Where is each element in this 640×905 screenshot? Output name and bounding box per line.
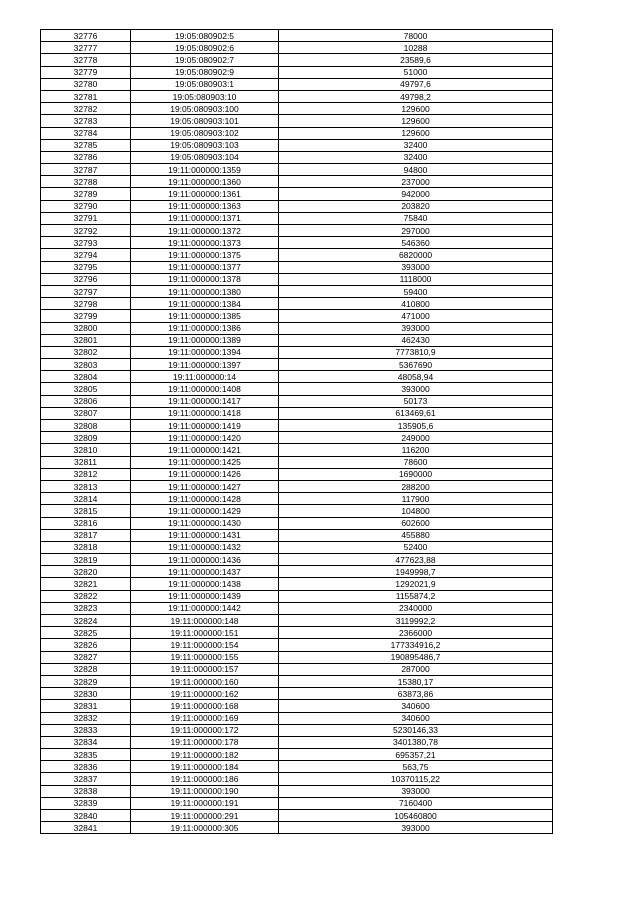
- table-row: [41, 541, 553, 553]
- row-number-cell: 32804: [41, 371, 131, 383]
- value-cell: 59400: [279, 285, 553, 297]
- row-number-cell: 32781: [41, 90, 131, 102]
- cadastral-number-cell: 19:11:000000:157: [131, 663, 279, 675]
- table-row: [41, 468, 553, 480]
- table-row: [41, 237, 553, 249]
- value-cell: 5367690: [279, 359, 553, 371]
- table-row: [41, 225, 553, 237]
- value-cell: 613469,61: [279, 407, 553, 419]
- row-number-cell: 32793: [41, 237, 131, 249]
- cadastral-number-cell: 19:11:000000:151: [131, 627, 279, 639]
- cadastral-number-cell: 19:11:000000:1397: [131, 359, 279, 371]
- row-number-cell: 32808: [41, 420, 131, 432]
- table-row: [41, 30, 553, 42]
- cadastral-number-cell: 19:11:000000:1437: [131, 566, 279, 578]
- row-number-cell: 32832: [41, 712, 131, 724]
- cadastral-number-cell: 19:11:000000:291: [131, 810, 279, 822]
- row-number-cell: 32828: [41, 663, 131, 675]
- table-row: [41, 90, 553, 102]
- table-row: [41, 529, 553, 541]
- table-row: [41, 212, 553, 224]
- value-cell: 477623,88: [279, 554, 553, 566]
- row-number-cell: 32835: [41, 749, 131, 761]
- row-number-cell: 32797: [41, 285, 131, 297]
- row-number-cell: 32790: [41, 200, 131, 212]
- table-row: [41, 444, 553, 456]
- table-row: [41, 273, 553, 285]
- row-number-cell: 32800: [41, 322, 131, 334]
- row-number-cell: 32818: [41, 541, 131, 553]
- table-row: [41, 602, 553, 614]
- row-number-cell: 32798: [41, 298, 131, 310]
- value-cell: 237000: [279, 176, 553, 188]
- value-cell: 78000: [279, 30, 553, 42]
- cadastral-number-cell: 19:11:000000:1431: [131, 529, 279, 541]
- value-cell: 1292021,9: [279, 578, 553, 590]
- row-number-cell: 32821: [41, 578, 131, 590]
- value-cell: 455880: [279, 529, 553, 541]
- table-row: [41, 310, 553, 322]
- value-cell: 7160400: [279, 797, 553, 809]
- value-cell: 1118000: [279, 273, 553, 285]
- value-cell: 393000: [279, 322, 553, 334]
- row-number-cell: 32786: [41, 151, 131, 163]
- value-cell: 249000: [279, 432, 553, 444]
- row-number-cell: 32833: [41, 724, 131, 736]
- row-number-cell: 32806: [41, 395, 131, 407]
- cadastral-number-cell: 19:05:080902:5: [131, 30, 279, 42]
- value-cell: 190895486,7: [279, 651, 553, 663]
- cadastral-number-cell: 19:11:000000:1421: [131, 444, 279, 456]
- cadastral-number-cell: 19:11:000000:1432: [131, 541, 279, 553]
- cadastral-number-cell: 19:05:080903:1: [131, 78, 279, 90]
- cadastral-number-cell: 19:05:080903:102: [131, 127, 279, 139]
- row-number-cell: 32783: [41, 115, 131, 127]
- value-cell: 287000: [279, 663, 553, 675]
- value-cell: 288200: [279, 480, 553, 492]
- row-number-cell: 32794: [41, 249, 131, 261]
- cadastral-number-cell: 19:11:000000:162: [131, 688, 279, 700]
- table-row: [41, 54, 553, 66]
- table-row: [41, 688, 553, 700]
- value-cell: 51000: [279, 66, 553, 78]
- cadastral-number-cell: 19:11:000000:1429: [131, 505, 279, 517]
- cadastral-number-cell: 19:11:000000:1359: [131, 164, 279, 176]
- cadastral-number-cell: 19:11:000000:1363: [131, 200, 279, 212]
- table-row: [41, 322, 553, 334]
- value-cell: 5230146,33: [279, 724, 553, 736]
- row-number-cell: 32779: [41, 66, 131, 78]
- row-number-cell: 32799: [41, 310, 131, 322]
- value-cell: 10288: [279, 42, 553, 54]
- row-number-cell: 32837: [41, 773, 131, 785]
- row-number-cell: 32831: [41, 700, 131, 712]
- cadastral-number-cell: 19:11:000000:148: [131, 615, 279, 627]
- table-row: [41, 42, 553, 54]
- table-row: [41, 675, 553, 687]
- row-number-cell: 32791: [41, 212, 131, 224]
- cadastral-number-cell: 19:11:000000:1420: [131, 432, 279, 444]
- value-cell: 105460800: [279, 810, 553, 822]
- row-number-cell: 32796: [41, 273, 131, 285]
- table-row: [41, 663, 553, 675]
- table-row: [41, 139, 553, 151]
- value-cell: 78600: [279, 456, 553, 468]
- table-row: [41, 773, 553, 785]
- cadastral-number-cell: 19:11:000000:160: [131, 675, 279, 687]
- table-row: [41, 261, 553, 273]
- row-number-cell: 32836: [41, 761, 131, 773]
- row-number-cell: 32812: [41, 468, 131, 480]
- cadastral-number-cell: 19:11:000000:182: [131, 749, 279, 761]
- row-number-cell: 32826: [41, 639, 131, 651]
- cadastral-number-cell: 19:11:000000:1373: [131, 237, 279, 249]
- table-row: [41, 176, 553, 188]
- table-row: [41, 736, 553, 748]
- value-cell: 3401380,78: [279, 736, 553, 748]
- table-row: [41, 554, 553, 566]
- row-number-cell: 32824: [41, 615, 131, 627]
- value-cell: 340600: [279, 700, 553, 712]
- table-row: [41, 651, 553, 663]
- value-cell: 177334916,2: [279, 639, 553, 651]
- cadastral-number-cell: 19:11:000000:1442: [131, 602, 279, 614]
- cadastral-number-cell: 19:11:000000:168: [131, 700, 279, 712]
- cadastral-number-cell: 19:11:000000:1377: [131, 261, 279, 273]
- table-row: [41, 480, 553, 492]
- table-row: [41, 298, 553, 310]
- cadastral-number-cell: 19:11:000000:1417: [131, 395, 279, 407]
- cadastral-number-cell: 19:11:000000:1380: [131, 285, 279, 297]
- row-number-cell: 32819: [41, 554, 131, 566]
- row-number-cell: 32813: [41, 480, 131, 492]
- row-number-cell: 32825: [41, 627, 131, 639]
- value-cell: 546360: [279, 237, 553, 249]
- value-cell: 942000: [279, 188, 553, 200]
- cadastral-number-cell: 19:11:000000:186: [131, 773, 279, 785]
- cadastral-number-cell: 19:11:000000:1378: [131, 273, 279, 285]
- row-number-cell: 32822: [41, 590, 131, 602]
- table-body: [41, 30, 553, 834]
- cadastral-number-cell: 19:05:080903:104: [131, 151, 279, 163]
- row-number-cell: 32785: [41, 139, 131, 151]
- value-cell: 1949998,7: [279, 566, 553, 578]
- value-cell: 393000: [279, 822, 553, 834]
- row-number-cell: 32782: [41, 103, 131, 115]
- cadastral-number-cell: 19:05:080903:103: [131, 139, 279, 151]
- value-cell: 410800: [279, 298, 553, 310]
- table-row: [41, 712, 553, 724]
- value-cell: 116200: [279, 444, 553, 456]
- cadastral-number-cell: 19:11:000000:169: [131, 712, 279, 724]
- row-number-cell: 32780: [41, 78, 131, 90]
- row-number-cell: 32809: [41, 432, 131, 444]
- table-row: [41, 200, 553, 212]
- table-row: [41, 371, 553, 383]
- cadastral-number-cell: 19:11:000000:14: [131, 371, 279, 383]
- row-number-cell: 32810: [41, 444, 131, 456]
- table-row: [41, 505, 553, 517]
- cadastral-number-cell: 19:11:000000:1439: [131, 590, 279, 602]
- cadastral-number-cell: 19:11:000000:1372: [131, 225, 279, 237]
- cadastral-number-cell: 19:11:000000:1375: [131, 249, 279, 261]
- row-number-cell: 32792: [41, 225, 131, 237]
- table-row: [41, 346, 553, 358]
- value-cell: 52400: [279, 541, 553, 553]
- cadastral-number-cell: 19:11:000000:1360: [131, 176, 279, 188]
- table-row: [41, 66, 553, 78]
- value-cell: 129600: [279, 127, 553, 139]
- cadastral-number-cell: 19:11:000000:178: [131, 736, 279, 748]
- cadastral-number-cell: 19:11:000000:154: [131, 639, 279, 651]
- value-cell: 3119992,2: [279, 615, 553, 627]
- value-cell: 393000: [279, 785, 553, 797]
- row-number-cell: 32840: [41, 810, 131, 822]
- row-number-cell: 32811: [41, 456, 131, 468]
- value-cell: 94800: [279, 164, 553, 176]
- value-cell: 63873,86: [279, 688, 553, 700]
- value-cell: 462430: [279, 334, 553, 346]
- table-row: [41, 761, 553, 773]
- row-number-cell: 32834: [41, 736, 131, 748]
- cadastral-number-cell: 19:05:080903:10: [131, 90, 279, 102]
- value-cell: 104800: [279, 505, 553, 517]
- cadastral-number-cell: 19:11:000000:305: [131, 822, 279, 834]
- row-number-cell: 32802: [41, 346, 131, 358]
- table-row: [41, 590, 553, 602]
- row-number-cell: 32801: [41, 334, 131, 346]
- row-number-cell: 32839: [41, 797, 131, 809]
- value-cell: 135905,6: [279, 420, 553, 432]
- table-row: [41, 822, 553, 834]
- value-cell: 32400: [279, 151, 553, 163]
- cadastral-number-cell: 19:05:080902:7: [131, 54, 279, 66]
- table-row: [41, 517, 553, 529]
- cadastral-number-cell: 19:11:000000:1436: [131, 554, 279, 566]
- cadastral-number-cell: 19:11:000000:1427: [131, 480, 279, 492]
- cadastral-number-cell: 19:11:000000:1394: [131, 346, 279, 358]
- table-row: [41, 627, 553, 639]
- row-number-cell: 32838: [41, 785, 131, 797]
- row-number-cell: 32814: [41, 493, 131, 505]
- value-cell: 203820: [279, 200, 553, 212]
- table-row: [41, 395, 553, 407]
- table-row: [41, 359, 553, 371]
- value-cell: 15380,17: [279, 675, 553, 687]
- table-row: [41, 456, 553, 468]
- value-cell: 49798,2: [279, 90, 553, 102]
- row-number-cell: 32820: [41, 566, 131, 578]
- cadastral-number-cell: 19:11:000000:172: [131, 724, 279, 736]
- table-row: [41, 420, 553, 432]
- cadastral-number-cell: 19:11:000000:190: [131, 785, 279, 797]
- value-cell: 6820000: [279, 249, 553, 261]
- cadastral-number-cell: 19:11:000000:1384: [131, 298, 279, 310]
- row-number-cell: 32829: [41, 675, 131, 687]
- table-row: [41, 432, 553, 444]
- value-cell: 129600: [279, 115, 553, 127]
- table-row: [41, 285, 553, 297]
- table-row: [41, 810, 553, 822]
- value-cell: 75840: [279, 212, 553, 224]
- table-row: [41, 407, 553, 419]
- cadastral-number-cell: 19:11:000000:1385: [131, 310, 279, 322]
- value-cell: 602600: [279, 517, 553, 529]
- table-row: [41, 78, 553, 90]
- row-number-cell: 32817: [41, 529, 131, 541]
- cadastral-number-cell: 19:11:000000:184: [131, 761, 279, 773]
- cadastral-number-cell: 19:11:000000:1428: [131, 493, 279, 505]
- value-cell: 7773810,9: [279, 346, 553, 358]
- cadastral-number-cell: 19:11:000000:1438: [131, 578, 279, 590]
- value-cell: 393000: [279, 383, 553, 395]
- row-number-cell: 32841: [41, 822, 131, 834]
- value-cell: 49797,6: [279, 78, 553, 90]
- row-number-cell: 32816: [41, 517, 131, 529]
- cadastral-number-cell: 19:05:080903:101: [131, 115, 279, 127]
- table-row: [41, 127, 553, 139]
- cadastral-number-cell: 19:11:000000:1418: [131, 407, 279, 419]
- cadastral-number-cell: 19:05:080903:100: [131, 103, 279, 115]
- value-cell: 23589,6: [279, 54, 553, 66]
- row-number-cell: 32805: [41, 383, 131, 395]
- table-row: [41, 615, 553, 627]
- table-row: [41, 164, 553, 176]
- value-cell: 393000: [279, 261, 553, 273]
- cadastral-number-cell: 19:05:080902:9: [131, 66, 279, 78]
- table-row: [41, 249, 553, 261]
- value-cell: 297000: [279, 225, 553, 237]
- value-cell: 340600: [279, 712, 553, 724]
- table-row: [41, 566, 553, 578]
- table-row: [41, 151, 553, 163]
- value-cell: 117900: [279, 493, 553, 505]
- table-row: [41, 383, 553, 395]
- table-row: [41, 334, 553, 346]
- row-number-cell: 32807: [41, 407, 131, 419]
- value-cell: 50173: [279, 395, 553, 407]
- value-cell: 563,75: [279, 761, 553, 773]
- value-cell: 695357,21: [279, 749, 553, 761]
- cadastral-number-cell: 19:11:000000:1361: [131, 188, 279, 200]
- cadastral-number-cell: 19:11:000000:1419: [131, 420, 279, 432]
- row-number-cell: 32778: [41, 54, 131, 66]
- row-number-cell: 32823: [41, 602, 131, 614]
- table-row: [41, 115, 553, 127]
- table-row: [41, 749, 553, 761]
- value-cell: 32400: [279, 139, 553, 151]
- cadastral-number-cell: 19:11:000000:1430: [131, 517, 279, 529]
- value-cell: 2340000: [279, 602, 553, 614]
- cadastral-number-cell: 19:11:000000:191: [131, 797, 279, 809]
- table-row: [41, 188, 553, 200]
- cadastral-number-cell: 19:05:080902:6: [131, 42, 279, 54]
- data-table: [40, 29, 553, 834]
- cadastral-number-cell: 19:11:000000:1408: [131, 383, 279, 395]
- value-cell: 471000: [279, 310, 553, 322]
- table-row: [41, 700, 553, 712]
- cadastral-number-cell: 19:11:000000:1389: [131, 334, 279, 346]
- row-number-cell: 32787: [41, 164, 131, 176]
- row-number-cell: 32815: [41, 505, 131, 517]
- value-cell: 1690000: [279, 468, 553, 480]
- table-row: [41, 724, 553, 736]
- table-row: [41, 785, 553, 797]
- table-row: [41, 103, 553, 115]
- value-cell: 1155874,2: [279, 590, 553, 602]
- value-cell: 129600: [279, 103, 553, 115]
- table-row: [41, 639, 553, 651]
- value-cell: 10370115,22: [279, 773, 553, 785]
- cadastral-number-cell: 19:11:000000:1425: [131, 456, 279, 468]
- value-cell: 2366000: [279, 627, 553, 639]
- cadastral-number-cell: 19:11:000000:1426: [131, 468, 279, 480]
- cadastral-number-cell: 19:11:000000:1386: [131, 322, 279, 334]
- table-row: [41, 578, 553, 590]
- row-number-cell: 32789: [41, 188, 131, 200]
- row-number-cell: 32784: [41, 127, 131, 139]
- row-number-cell: 32827: [41, 651, 131, 663]
- row-number-cell: 32776: [41, 30, 131, 42]
- cadastral-number-cell: 19:11:000000:155: [131, 651, 279, 663]
- row-number-cell: 32803: [41, 359, 131, 371]
- cadastral-number-cell: 19:11:000000:1371: [131, 212, 279, 224]
- row-number-cell: 32795: [41, 261, 131, 273]
- row-number-cell: 32788: [41, 176, 131, 188]
- value-cell: 48058,94: [279, 371, 553, 383]
- row-number-cell: 32830: [41, 688, 131, 700]
- table-row: [41, 797, 553, 809]
- table-row: [41, 493, 553, 505]
- row-number-cell: 32777: [41, 42, 131, 54]
